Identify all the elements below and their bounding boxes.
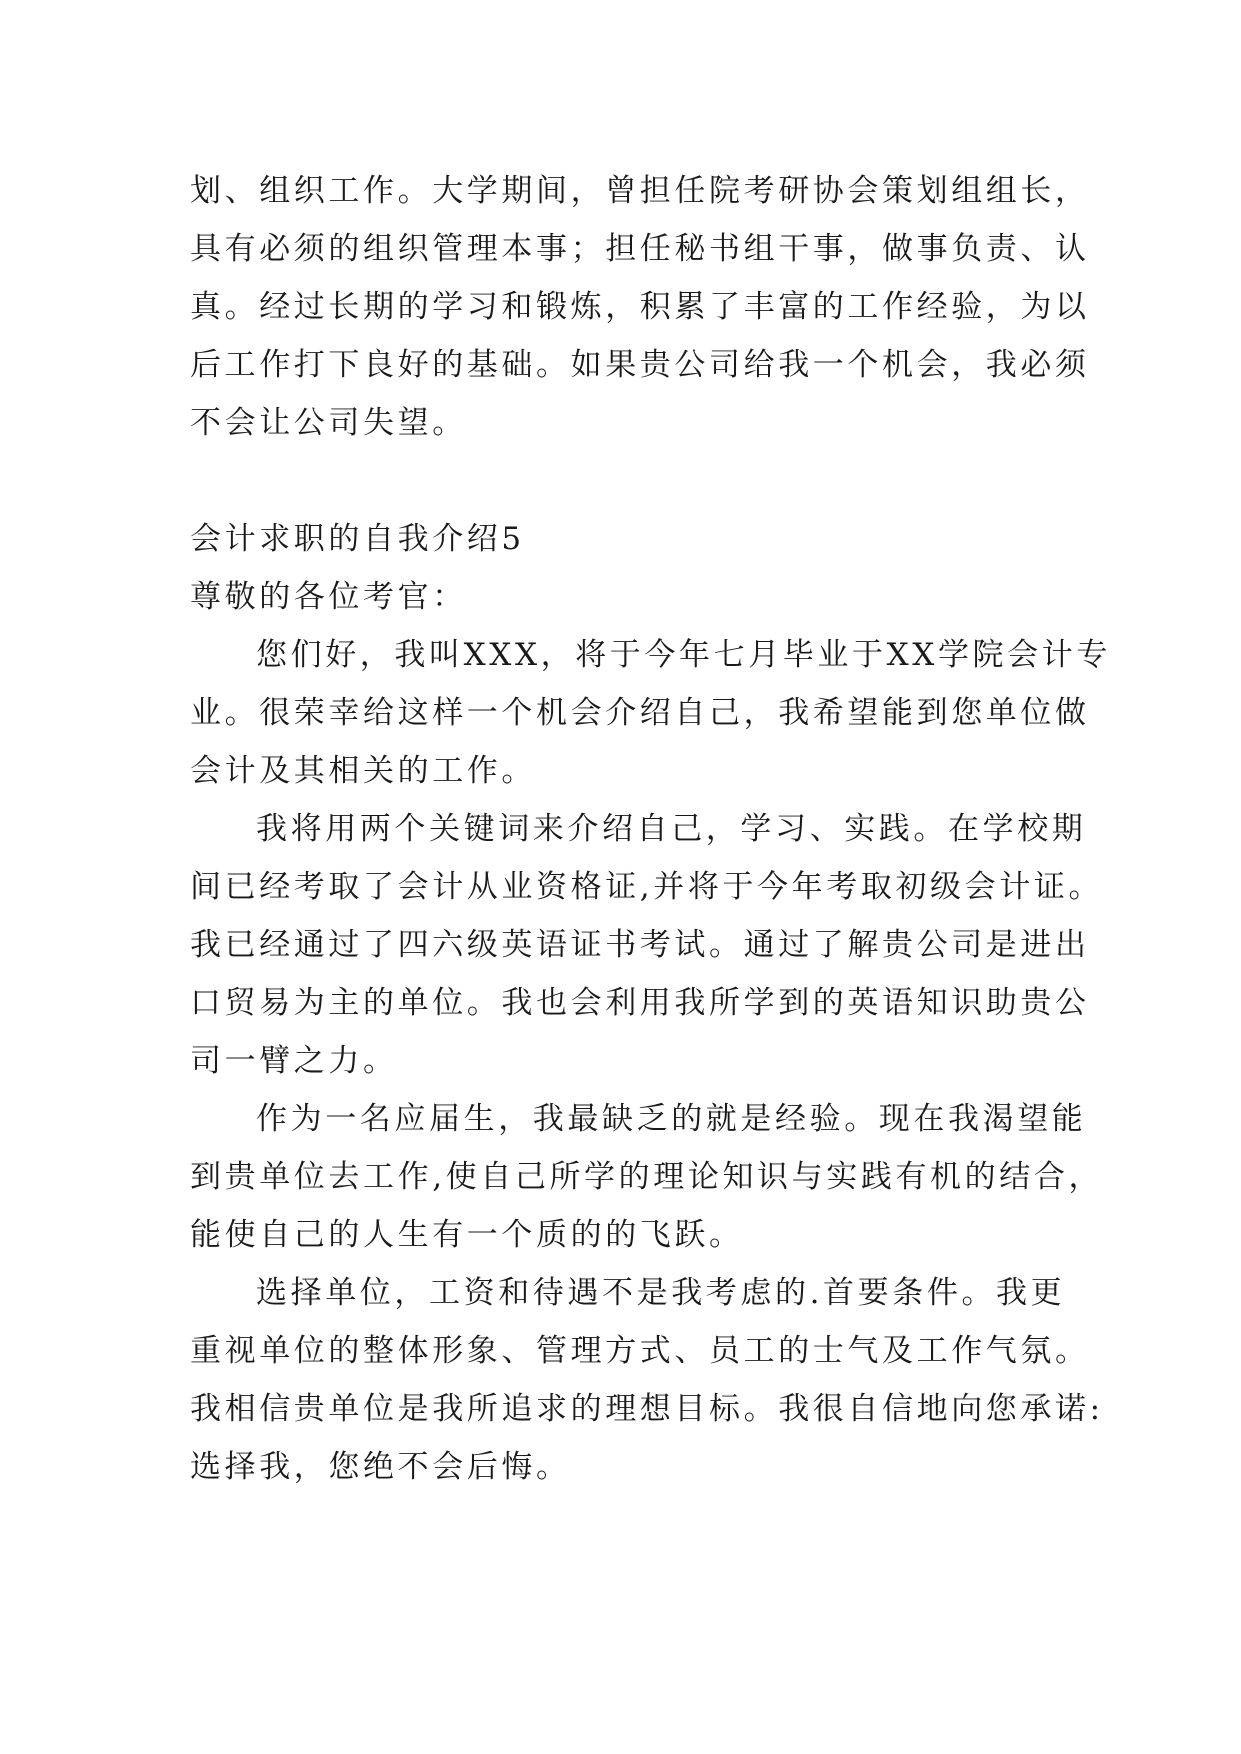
- text-line: 业。很荣幸给这样一个机会介绍自己，我希望能到您单位做: [190, 695, 1090, 731]
- text-line: 我将用两个关键词来介绍自己，学习、实践。在学校期: [256, 811, 1087, 847]
- text-line: 选择单位，工资和待遇不是我考虑的.首要条件。我更: [256, 1275, 1066, 1311]
- paragraph-study-practice: [190, 800, 1104, 1090]
- text-line: 我已经通过了四六级英语证书考试。通过了解贵公司是进出: [190, 927, 1090, 963]
- text-line: 真。经过长期的学习和锻炼，积累了丰富的工作经验，为以: [190, 289, 1090, 325]
- paragraph-experience: [190, 1090, 1104, 1264]
- text-line: 后工作打下良好的基础。如果贵公司给我一个机会，我必须: [190, 347, 1090, 383]
- text-line: 您们好，我叫XXX，将于今年七月毕业于XX学院会计专: [256, 637, 1111, 673]
- text-line: 作为一名应届生，我最缺乏的就是经验。现在我渴望能: [256, 1101, 1087, 1137]
- text-line: 具有必须的组织管理本事；担任秘书组干事，做事负责、认: [190, 231, 1090, 267]
- text-line: 重视单位的整体形象、管理方式、员工的士气及工作气氛。: [190, 1333, 1090, 1369]
- document-body: [190, 162, 1111, 1496]
- text-line: 间已经考取了会计从业资格证,并将于今年考取初级会计证。: [190, 869, 1104, 905]
- text-line: 口贸易为主的单位。我也会利用我所学到的英语知识助贵公: [190, 985, 1090, 1021]
- text-line: 会计及其相关的工作。: [190, 753, 536, 789]
- text-line: 能使自己的人生有一个质的的飞跃。: [190, 1217, 744, 1253]
- text-line: 不会让公司失望。: [190, 405, 467, 441]
- text-line: 划、组织工作。大学期间，曾担任院考研协会策划组组长，: [190, 173, 1090, 209]
- text-line: 选择我，您绝不会后悔。: [190, 1449, 571, 1485]
- paragraph-greeting: [190, 626, 1111, 800]
- text-line: 我相信贵单位是我所追求的理想目标。我很自信地向您承诺:: [190, 1391, 1104, 1427]
- paragraph-choice: [190, 1264, 1104, 1496]
- section-spacer: [190, 452, 1070, 510]
- section-heading: 会计求职的自我介绍5: [190, 521, 525, 557]
- salutation: 尊敬的各位考官：: [190, 579, 467, 615]
- text-line: 到贵单位去工作,使自己所学的理论知识与实践有机的结合，: [190, 1159, 1104, 1195]
- previous-section-continuation: [190, 162, 1090, 452]
- text-line: 司一臂之力。: [190, 1043, 398, 1079]
